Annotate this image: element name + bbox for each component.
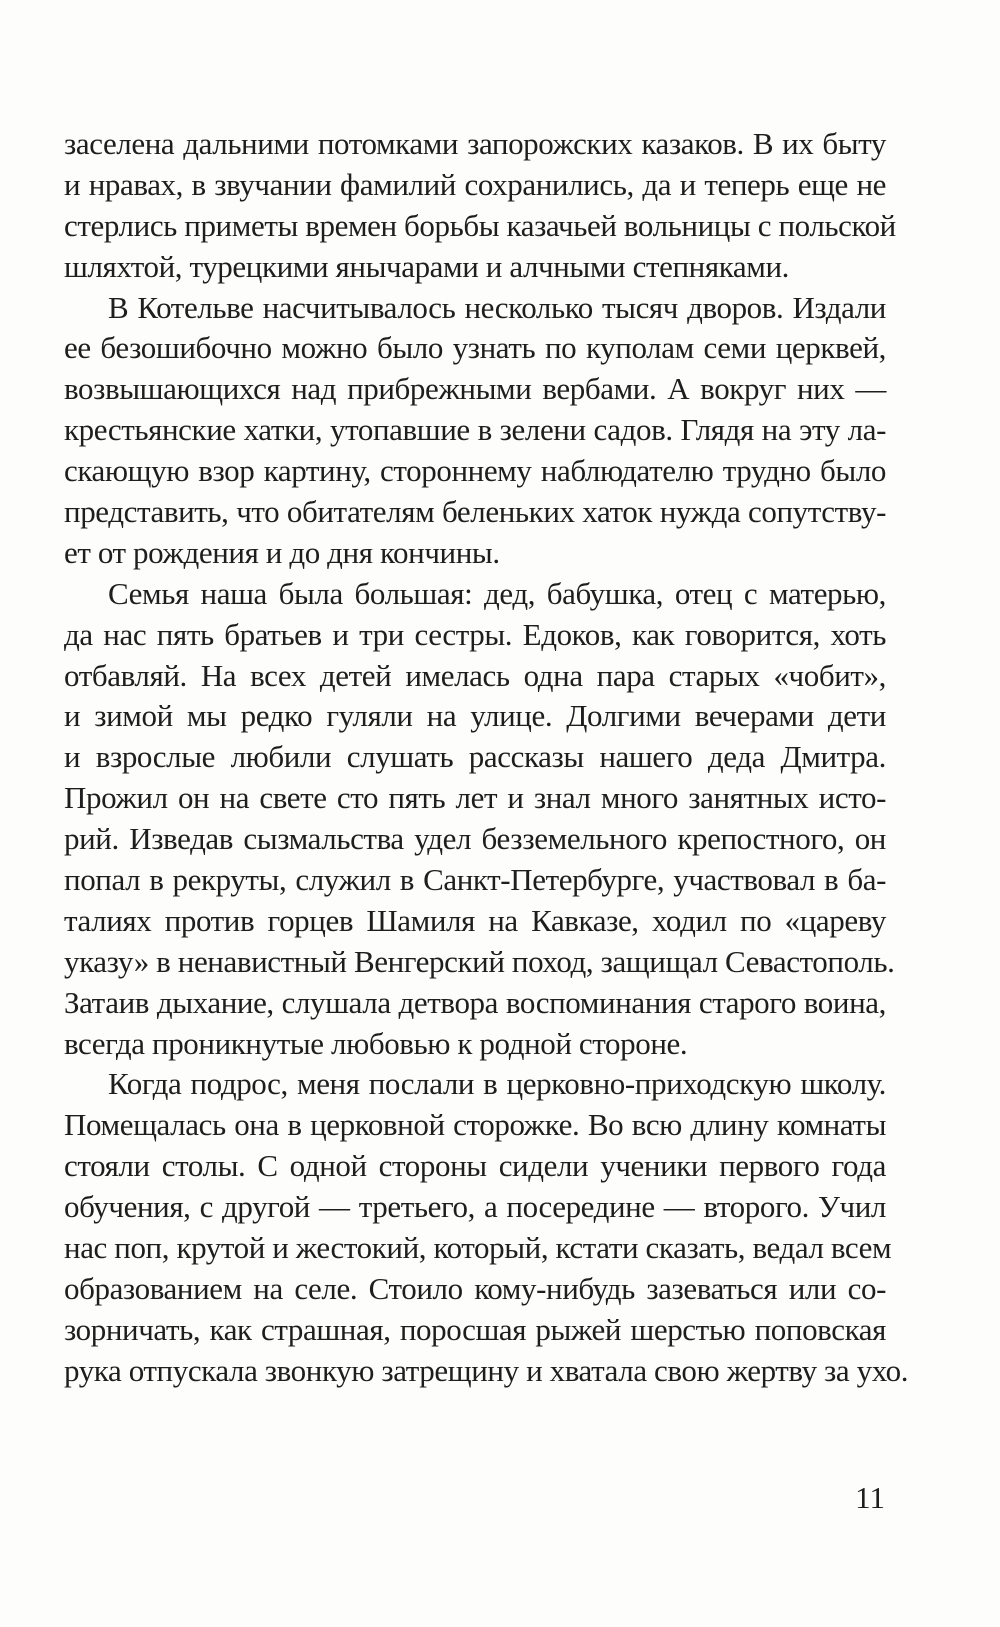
text-line: обучения, с другой — третьего, а посередине — второго. Учил [64,1189,886,1225]
text-line: Когда подрос, меня послали в церковно-приходскую школу. [108,1066,886,1102]
text-line: всегда проникнутые любовью к родной стороне. [64,1025,688,1061]
text-line: талиях против горцев Шамиля на Кавказе, ходил по «цареву [64,902,886,938]
text-line: рука отпускала звонкую затрещину и хватала свою жертву за ухо. [64,1352,909,1388]
text-line: возвышающихся над прибрежными вербами. А вокруг них — [64,371,886,407]
text-line: образованием на селе. Стоило кому-нибудь зазеваться или со- [64,1270,886,1306]
text-line: шляхтой, турецкими янычарами и алчными степняками. [64,248,790,284]
text-line: стояли столы. С одной стороны сидели ученики первого года [64,1148,886,1184]
text-line: указу» в ненавистный Венгерский поход, защищал Севастополь. [64,943,895,979]
text-line: отбавляй. На всех детей имелась одна пара старых «чобит», [64,657,886,693]
text-line: да нас пять братьев и три сестры. Едоков, как говорится, хоть [64,616,886,652]
text-line: стерлись приметы времен борьбы казачьей вольницы с польской [64,207,896,243]
text-line: и нравах, в звучании фамилий сохранились, да и теперь еще не [64,166,886,202]
text-line: попал в рекруты, служил в Санкт-Петербурге, участвовал в ба- [64,862,886,898]
text-line: зорничать, как страшная, поросшая рыжей шерстью поповская [64,1311,886,1347]
text-line: ет от рождения и до дня кончины. [64,534,500,570]
text-line: Прожил он на свете сто пять лет и знал много занятных исто- [64,780,886,816]
text-line: и взрослые любили слушать рассказы нашего деда Дмитра. [64,739,886,775]
text-line: Семья наша была большая: дед, бабушка, отец с матерью, [108,575,886,611]
page-number: 11 [855,1480,885,1515]
body-text [64,124,909,1392]
text-line: ее безошибочно можно было узнать по куполам семи церквей, [64,330,886,366]
text-line: нас поп, крутой и жестокий, который, кстати сказать, ведал всем [64,1230,892,1266]
text-line: крестьянские хатки, утопавшие в зелени садов. Глядя на эту ла- [64,412,886,448]
text-line: и зимой мы редко гуляли на улице. Долгими вечерами дети [64,698,886,734]
text-line: В Котельве насчитывалось несколько тысяч дворов. Издали [108,289,886,325]
text-line: Помещалась она в церковной сторожке. Во всю длину комнаты [64,1107,886,1143]
text-line: заселена дальними потомками запорожских казаков. В их быту [64,126,886,161]
text-line: скающую взор картину, стороннему наблюдателю трудно было [64,453,886,489]
text-line: представить, что обитателям беленьких хаток нужда сопутству- [64,494,886,530]
text-line: Затаив дыхание, слушала детвора воспоминания старого воина, [64,984,886,1020]
text-line: рий. Изведав сызмальства удел безземельного крепостного, он [64,821,886,857]
